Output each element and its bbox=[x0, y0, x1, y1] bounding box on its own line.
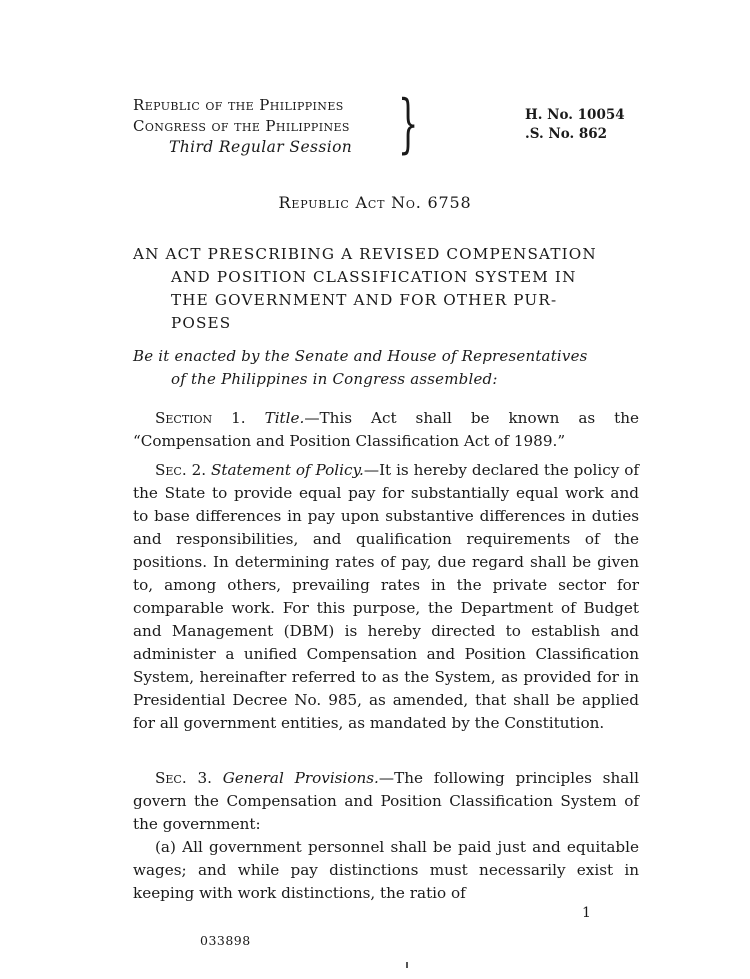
section-heading: Title. bbox=[264, 409, 305, 427]
section-1 bbox=[133, 407, 639, 453]
scan-mark bbox=[406, 962, 408, 968]
header-brace: } bbox=[398, 87, 419, 161]
congress-line: Congress of the Philippines bbox=[133, 117, 350, 135]
header-right bbox=[525, 106, 625, 144]
act-title-line: THE GOVERNMENT AND FOR OTHER PUR- bbox=[171, 291, 558, 309]
act-title-line: AN ACT PRESCRIBING A REVISED COMPENSATION bbox=[133, 245, 597, 263]
section-heading: General Provisions. bbox=[222, 769, 379, 787]
session-line: Third Regular Session bbox=[169, 138, 353, 156]
section-text: —It is hereby declared the policy of the State to provide equal pay for substantially equal work and to base differences in pay upon substantive differences in duties and responsibilities, and qualification requirements of the positions. In determining rates of pay, due regard shall be given to, among others, prevailing rates in the private sector for comparable work. For this purpose, the Department of Budget and Management (DBM) is hereby directed to establish and administer a unified Compensation and Position Classification System, hereinafter referred to as the System, as provided for in Presidential Decree No. 985, as amended, that shall be applied for all government entities, as mandated by the Constitution. bbox=[133, 461, 639, 732]
enacting-clause bbox=[133, 345, 638, 391]
house-bill-number: H. No. 10054 bbox=[525, 107, 625, 123]
senate-bill-number: .S. No. 862 bbox=[525, 126, 608, 142]
section-text: —This Act shall be known as the “Compensation and Position Classification Act of 1989.” bbox=[133, 409, 639, 450]
section-2 bbox=[133, 459, 639, 735]
section-1-paragraph bbox=[133, 407, 639, 453]
section-text: —The following principles shall govern the Compensation and Position Classification System of the government: bbox=[133, 769, 640, 833]
section-label: Sec. 2. bbox=[155, 461, 207, 479]
section-3 bbox=[133, 767, 639, 905]
enacting-line: of the Philippines in Congress assembled: bbox=[171, 370, 498, 388]
republic-act-title: Republic Act No. 6758 bbox=[278, 193, 472, 212]
page-number: 1 bbox=[582, 905, 591, 921]
section-2-paragraph bbox=[133, 459, 639, 735]
act-title-line: AND POSITION CLASSIFICATION SYSTEM IN bbox=[171, 268, 577, 286]
act-title-line: POSES bbox=[171, 314, 232, 332]
section-label: Sec. 3. bbox=[155, 769, 212, 787]
republic-line: Republic of the Philippines bbox=[133, 96, 344, 114]
header-left bbox=[133, 95, 352, 158]
section-heading: Statement of Policy. bbox=[211, 461, 364, 479]
document-number: 033898 bbox=[200, 933, 251, 948]
act-title bbox=[133, 243, 633, 335]
section-label: Section 1. bbox=[155, 409, 246, 427]
section-3-item-a: (a) All government personnel shall be paid just and equitable wages; and while pay distinctions must necessarily exist in keeping with work distinctions, the ratio of bbox=[133, 838, 639, 902]
section-3-paragraph bbox=[133, 767, 639, 836]
enacting-line: Be it enacted by the Senate and House of Representatives bbox=[133, 347, 588, 365]
